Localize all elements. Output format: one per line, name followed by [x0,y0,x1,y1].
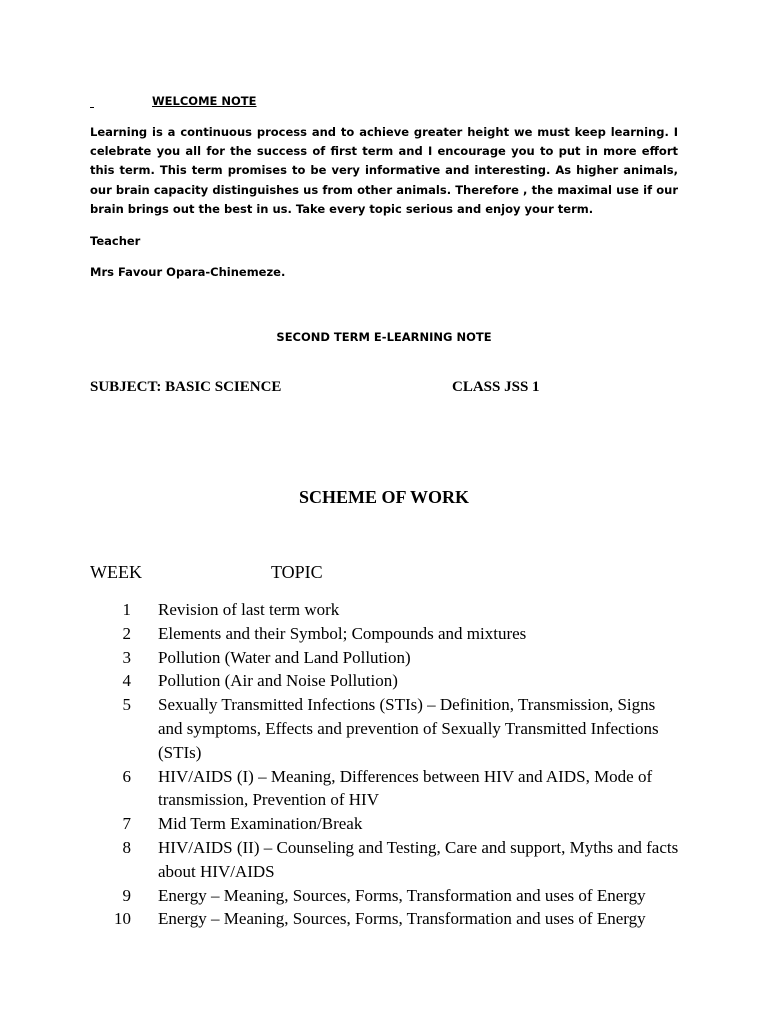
teacher-name: Mrs Favour Opara-Chinemeze. [90,265,286,279]
scheme-list [90,598,690,931]
scheme-row [90,765,690,813]
week-topic: Revision of last term work [158,600,340,619]
week-number: 8 [122,837,131,857]
scheme-row [90,884,690,908]
week-topic: Mid Term Examination/Break [158,814,363,834]
week-number: 9 [122,885,131,905]
week-topic: Elements and their Symbol; Compounds and mixtures [158,623,527,643]
week-number: 4 [122,671,131,691]
week-number: 1 [122,600,131,619]
scheme-row [90,669,690,693]
scheme-row [90,693,690,764]
welcome-mark [90,95,94,108]
week-topic: Pollution (Air and Noise Pollution) [158,671,398,691]
subject-label: SUBJECT: BASIC SCIENCE [90,379,282,395]
week-number: 3 [122,647,131,667]
week-number: 7 [122,814,131,834]
scheme-row [90,646,690,670]
week-column-header: WEEK [90,562,142,582]
week-topic: Sexually Transmitted Infections (STIs) – Definition, Transmission, Signs and symptoms, Effects and prevention of Sexually Transmitted Infections (STIs) [158,695,659,762]
week-topic: Pollution (Water and Land Pollution) [158,647,411,667]
scheme-row [90,836,690,884]
week-topic: HIV/AIDS (I) – Meaning, Differences between HIV and AIDS, Mode of transmission, Prevention of HIV [158,766,653,810]
welcome-title: WELCOME NOTE [152,94,257,108]
week-number: 5 [122,695,131,715]
class-label: CLASS JSS 1 [452,379,540,395]
week-topic: Energy – Meaning, Sources, Forms, Transformation and uses of Energy [158,909,646,929]
topic-column-header: TOPIC [271,562,323,582]
scheme-row [90,622,690,646]
week-number: 10 [114,909,131,929]
welcome-body: Learning is a continuous process and to achieve greater height we must keep learning. I celebrate you all for the success of first term and I encourage you to put in more effort this term. This term promises to be very informative and interesting. As higher animals, our brain capacity distinguishes us from other animals. Therefore , the maximal use if our brain brings out the best in us. Take every topic serious and enjoy your term. [90,125,678,216]
scheme-row [90,598,690,622]
week-topic: HIV/AIDS (II) – Counseling and Testing, Care and support, Myths and facts about HIV/AIDS [158,837,679,881]
scheme-title: SCHEME OF WORK [298,487,469,507]
week-topic: Energy – Meaning, Sources, Forms, Transformation and uses of Energy [158,885,646,905]
note-title: SECOND TERM E-LEARNING NOTE [276,330,492,344]
teacher-label: Teacher [90,234,141,248]
week-number: 6 [122,766,131,786]
welcome-heading [90,94,257,108]
scheme-row [90,907,690,931]
scheme-row [90,812,690,836]
week-number: 2 [122,623,131,643]
